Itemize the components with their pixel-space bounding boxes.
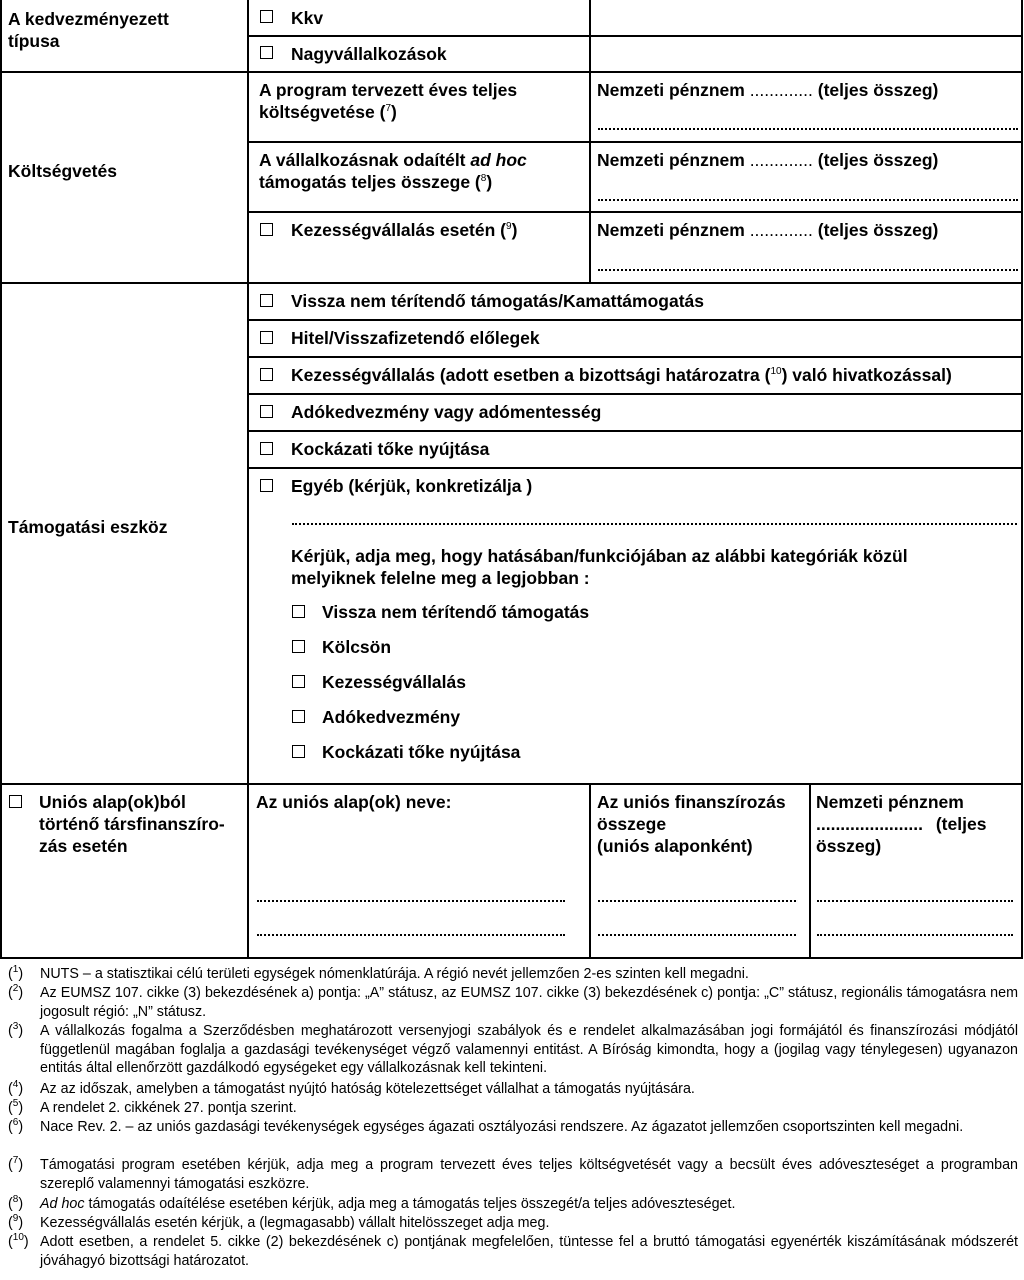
sub-option-grant: Vissza nem térítendő támogatás xyxy=(322,602,590,622)
table-border-right xyxy=(1021,0,1023,958)
row-line-e xyxy=(0,282,1023,284)
eu-fund-name-header: Az uniós alap(ok) neve: xyxy=(256,792,452,812)
checkbox-guarantee-budget[interactable] xyxy=(260,223,273,236)
national-currency-input-2[interactable] xyxy=(817,934,1013,936)
footnote-10: ($^{10}$) Adott esetben, a rendelet 5. cikke (2) bekezdésének c) pontjának megfelelően, tüntesse fel a bruttó támogatási egyenérték kiszámításának módszerét jóváhagyó bizottsági határozatot. xyxy=(8,1232,1018,1269)
eu-label-line3: zás esetén xyxy=(39,836,128,856)
checkbox-other[interactable] xyxy=(260,479,273,492)
checkbox-sub-tax[interactable] xyxy=(292,710,305,723)
column-divider-1 xyxy=(247,0,249,958)
sub-option-tax: Adókedvezmény xyxy=(322,707,461,727)
budget-label: Költségvetés xyxy=(8,161,117,181)
instrument-label: Támogatási eszköz xyxy=(8,517,168,537)
option-loan: Hitel/Visszafizetendő előlegek xyxy=(291,328,540,348)
eu-amount-header-l3: (uniós alaponként) xyxy=(597,836,753,856)
checkbox-tax[interactable] xyxy=(260,405,273,418)
national-currency-header-l1: Nemzeti pénznem xyxy=(816,792,964,812)
row-line-g xyxy=(247,356,1023,358)
checkbox-sub-grant[interactable] xyxy=(292,605,305,618)
footnote-6: ($^6$) Nace Rev. 2. – az uniós gazdasági tevékenységek egységes ágazati osztályozási rendszere. Az ágazatot jellemzően csoportszinten kell megadni. xyxy=(8,1117,964,1135)
checkbox-guarantee[interactable] xyxy=(260,368,273,381)
eu-fund-name-input-1[interactable] xyxy=(257,900,565,902)
eu-fund-name-input-2[interactable] xyxy=(257,934,565,936)
eu-label-line2: történő társfinanszíro- xyxy=(39,814,225,834)
beneficiary-type-label: A kedvezményezett típusa xyxy=(8,9,169,51)
checkbox-kkv[interactable] xyxy=(260,10,273,23)
amount-input-program[interactable] xyxy=(598,128,1018,130)
sub-option-risk: Kockázati tőke nyújtása xyxy=(322,742,521,762)
eu-amount-input-2[interactable] xyxy=(598,934,796,936)
amount-input-adhoc[interactable] xyxy=(598,199,1018,201)
checkbox-risk-capital[interactable] xyxy=(260,442,273,455)
row-line-a xyxy=(247,35,1023,37)
other-input[interactable] xyxy=(292,523,1017,525)
column-divider-2b xyxy=(589,783,591,958)
row-line-b xyxy=(0,71,1023,73)
sub-option-guarantee: Kezességvállalás xyxy=(322,672,466,692)
footnote-2: ($^2$) Az EUMSZ 107. cikke (3) bekezdésének a) pontja: „A” státusz, az EUMSZ 107. cikke (3) bekezdésének c) pontja: „C” státusz, regionális támogatásra nem jogosult régió: „N” státusz. xyxy=(8,983,1018,1020)
checkbox-sub-loan[interactable] xyxy=(292,640,305,653)
budget-adhoc-line2: támogatás teljes összege ($^8$) xyxy=(259,172,493,192)
eu-amount-header-l1: Az uniós finanszírozás xyxy=(597,792,786,812)
national-currency-header-l3: összeg) xyxy=(816,836,882,856)
checkbox-large-enterprises[interactable] xyxy=(260,46,273,59)
checkbox-sub-risk[interactable] xyxy=(292,745,305,758)
option-guarantee: Kezességvállalás (adott esetben a bizottsági határozatra ($^{10}$) való hivatkozással) xyxy=(291,365,952,385)
option-grant: Vissza nem térítendő támogatás/Kamattámogatás xyxy=(291,291,705,311)
row-line-j xyxy=(247,467,1023,469)
row-line-f xyxy=(247,319,1023,321)
row-line-c xyxy=(247,141,1023,143)
national-currency-header-l2: ...................... (teljes xyxy=(816,814,987,834)
budget-program-line1: A program tervezett éves teljes xyxy=(259,80,518,100)
category-question: Kérjük, adja meg, hogy hatásában/funkciójában az alábbi kategóriák közül melyiknek felelne meg a legjobban : xyxy=(291,546,908,588)
option-risk-capital: Kockázati tőke nyújtása xyxy=(291,439,490,459)
row-line-h xyxy=(247,393,1023,395)
option-tax: Adókedvezmény vagy adómentesség xyxy=(291,402,602,422)
row-line-i xyxy=(247,430,1023,432)
amount-label-adhoc: Nemzeti pénznem ............. (teljes összeg) xyxy=(597,150,939,170)
amount-label-program: Nemzeti pénznem ............. (teljes összeg) xyxy=(597,80,939,100)
footnote-3: ($^3$) A vállalkozás fogalma a Szerződésben meghatározott versenyjogi szabályok és e rendelet alkalmazásában jogi formájától és finanszírozási módjától függetlenül magában foglalja a gazdasági tevékenységet végző valamennyi entitást. A Bíróság kimondta, hogy a (jogilag vagy ténylegesen) ugyanazon entitás által ellenőrzött gazdálkodó egységeket egy vállalkozásnak kell tekinteni. xyxy=(8,1021,1018,1077)
checkbox-eu-cofinancing[interactable] xyxy=(9,795,22,808)
budget-adhoc-line1: A vállalkozásnak odaítélt ad hoc xyxy=(259,150,527,170)
table-border-bottom xyxy=(0,957,1023,959)
eu-amount-header-l2: összege xyxy=(597,814,667,834)
checkbox-loan[interactable] xyxy=(260,331,273,344)
budget-program-line2: költségvetése ($^7$) xyxy=(259,102,397,122)
checkbox-grant[interactable] xyxy=(260,294,273,307)
footnote-9: ($^9$) Kezességvállalás esetén kérjük, a (legmagasabb) vállalt hitelösszeget adja meg. xyxy=(8,1213,550,1231)
footnote-5: ($^5$) A rendelet 2. cikkének 27. pontja szerint. xyxy=(8,1098,297,1116)
amount-input-guarantee[interactable] xyxy=(598,269,1018,271)
row-line-k xyxy=(0,783,1023,785)
row-line-d xyxy=(247,211,1023,213)
eu-amount-input-1[interactable] xyxy=(598,900,796,902)
footnote-8: ($^8$) Ad hoc támogatás odaítélése esetében kérjük, adja meg a támogatás teljes összegét/a teljes adóveszteséget. xyxy=(8,1194,736,1212)
option-large-enterprises: Nagyvállalkozások xyxy=(291,44,447,64)
option-other: Egyéb (kérjük, konkretizálja ) xyxy=(291,476,533,496)
table-border-left xyxy=(0,0,2,958)
checkbox-sub-guarantee[interactable] xyxy=(292,675,305,688)
budget-guarantee-label: Kezességvállalás esetén ($^9$) xyxy=(291,220,518,240)
national-currency-input-1[interactable] xyxy=(817,900,1013,902)
footnote-7: ($^7$) Támogatási program esetében kérjük, adja meg a program tervezett éves teljes költségvetését vagy a becsült éves adóveszteséget a programban szereplő valamennyi támogatási eszközre. xyxy=(8,1155,1018,1192)
option-kkv: Kkv xyxy=(291,8,324,28)
footnote-4: ($^4$) Az az időszak, amelyben a támogatást nyújtó hatóság kötelezettséget vállalhat a támogatás nyújtására. xyxy=(8,1079,695,1097)
amount-label-guarantee: Nemzeti pénznem ............. (teljes összeg) xyxy=(597,220,939,240)
eu-label-line1: Uniós alap(ok)ból xyxy=(39,792,186,812)
column-divider-3 xyxy=(809,783,811,958)
sub-option-loan: Kölcsön xyxy=(322,637,392,657)
footnote-1: ($^1$) NUTS – a statisztikai célú területi egységek nómenklatúrája. A régió nevét jellemzően 2-es szinten kell megadni. xyxy=(8,964,749,982)
